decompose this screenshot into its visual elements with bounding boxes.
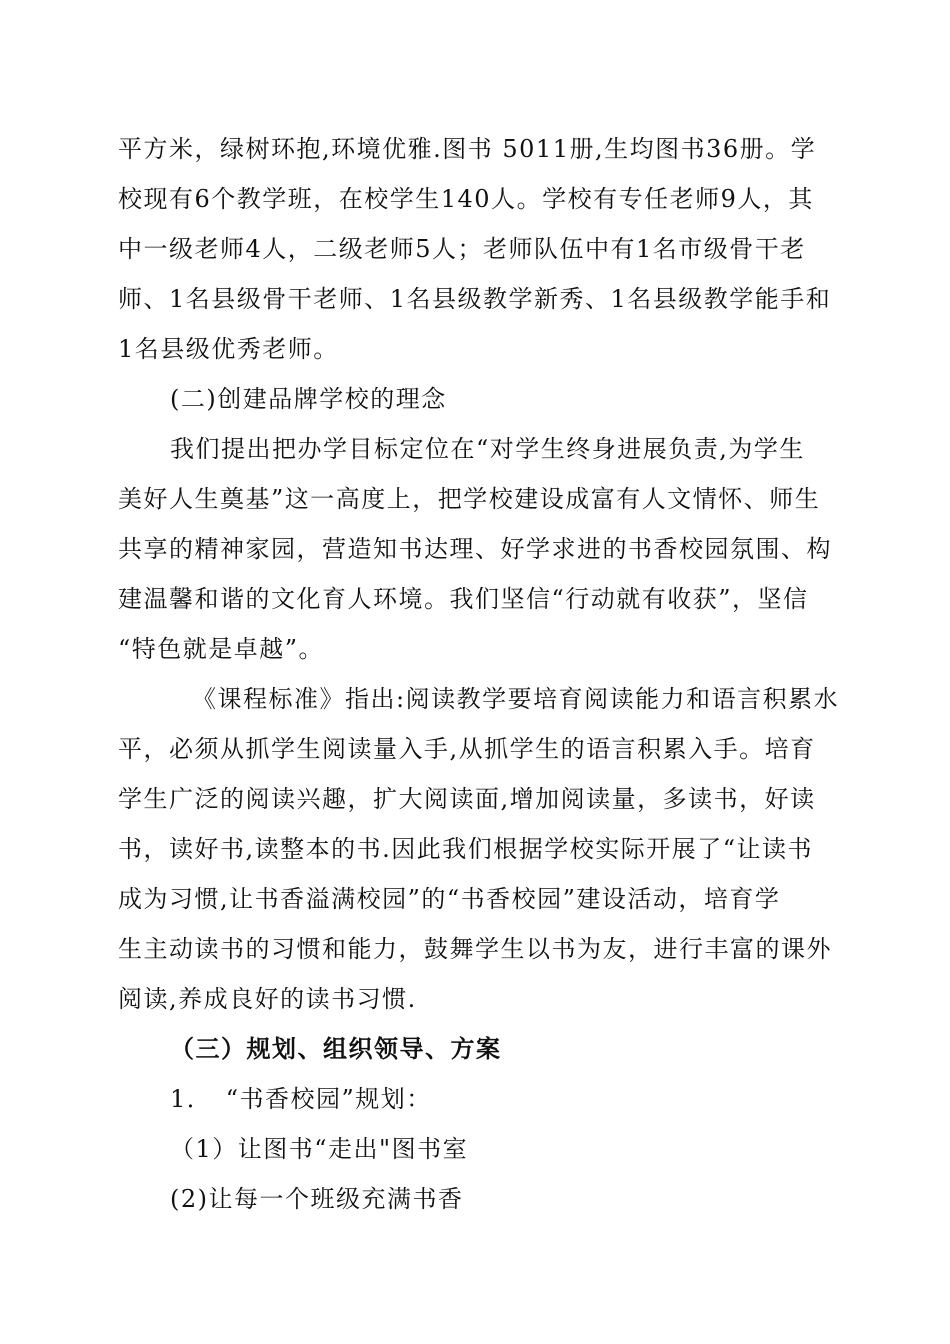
body-text-line: 美好人生奠基”这一高度上，把学校建设成富有人文情怀、师生 (118, 485, 821, 513)
list-item: 1． “书香校园”规划： (170, 1085, 432, 1113)
sub-list-item: (2)让每一个班级充满书香 (170, 1185, 464, 1213)
body-text-line: 学生广泛的阅读兴趣，扩大阅读面,增加阅读量，多读书，好读 (118, 785, 816, 813)
body-text-line: 1名县级优秀老师。 (118, 335, 339, 363)
section-heading-2: (二)创建品牌学校的理念 (170, 385, 447, 413)
body-text-line: “特色就是卓越”。 (118, 635, 325, 663)
section-heading-3: （三）规划、组织领导、方案 (170, 1034, 502, 1063)
body-text-line: 师、1名县级骨干老师、1名县级教学新秀、1名县级教学能手和 (118, 285, 832, 313)
body-text-line: 共享的精神家园，营造知书达理、好学求进的书香校园氛围、构 (118, 535, 832, 563)
body-text-line: 中一级老师4人，二级老师5人；老师队伍中有1名市级骨干老 (118, 235, 806, 263)
body-text-line: 《课程标准》指出:阅读教学要培育阅读能力和语言积累水 (192, 685, 840, 713)
body-text-line: 成为习惯,让书香溢满校园”的“书香校园”建设活动，培育学 (118, 885, 781, 913)
body-text-line: 平方米，绿树环抱,环境优雅.图书 5011册,生均图书36册。学 (118, 135, 817, 163)
body-text-line: 阅读,养成良好的读书习惯. (118, 985, 417, 1013)
body-text-line: 校现有6个教学班，在校学生140人。学校有专任老师9人，其 (118, 185, 814, 213)
body-text-line: 书，读好书,读整本的书.因此我们根据学校实际开展了“让读书 (118, 835, 814, 863)
body-text-line: 生主动读书的习惯和能力，鼓舞学生以书为友，进行丰富的课外 (118, 935, 832, 963)
body-text-line: 平，必须从抓学生阅读量入手,从抓学生的语言积累入手。培育 (118, 735, 816, 763)
body-text-line: 建温馨和谐的文化育人环境。我们坚信“行动就有收获”，坚信 (118, 585, 809, 613)
body-text-line: 我们提出把办学目标定位在“对学生终身进展负责,为学生 (170, 435, 805, 463)
sub-list-item: （1）让图书“走出"图书室 (170, 1135, 469, 1163)
